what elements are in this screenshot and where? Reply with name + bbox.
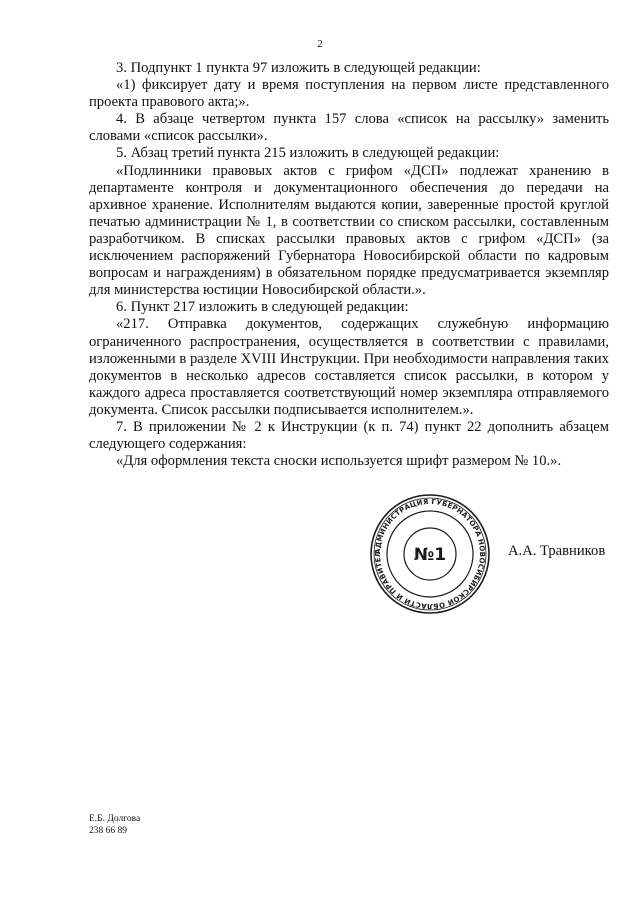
paragraph: 4. В абзаце четвертом пункта 157 слова «список на рассылку» заменить словами «список рассылки».: [89, 111, 609, 145]
executor-phone: 238 66 89: [89, 826, 127, 836]
svg-text:АДМИНИСТРАЦИЯ ГУБЕРНАТОРА НОВО: АДМИНИСТРАЦИЯ ГУБЕРНАТОРА НОВОСИБИРСКОЙ ОБЛАСТИ И ПРАВИТЕЛ: [373, 497, 487, 611]
executor-name: Е.Б. Долгова: [89, 814, 141, 824]
paragraph: 3. Подпункт 1 пункта 97 изложить в следующей редакции:: [116, 60, 481, 76]
official-seal: [368, 492, 492, 616]
footer: [89, 813, 140, 837]
paragraph: «Для оформления текста сноски используется шрифт размером № 10.».: [116, 453, 562, 470]
paragraph: «1) фиксирует дату и время поступления на первом листе представленного проекта правового акта;».: [89, 77, 609, 111]
signatory-name: А.А. Травников: [508, 543, 606, 559]
paragraph: «217. Отправка документов, содержащих служебную информацию ограниченного распространения, осуществляется в соответствии с правилами, изложенными в разделе XVIII Инструкции. При необходимости направления таких документов в несколько адресов составляется список рассылки, в котором у каждого адреса проставляется соответствующий номер экземпляра отправляемого документа. Список рассылки подписывается исполнителем.».: [89, 316, 609, 418]
seal-graphic: [368, 492, 492, 616]
paragraph: 5. Абзац третий пункта 215 изложить в следующей редакции:: [116, 145, 500, 162]
page-number: 2: [317, 38, 323, 50]
paragraph: 6. Пункт 217 изложить в следующей редакции:: [116, 299, 409, 316]
paragraph: «Подлинники правовых актов с грифом «ДСП» подлежат хранению в департаменте контроля и документационного обеспечения до передачи на архивное хранение. Исполнителям выдаются копии, заверенные простой круглой печатью администрации № 1, в соответствии со списком рассылки, составленным разработчиком. В списках рассылки правовых актов с грифом «ДСП» (за исключением распоряжений Губернатора Новосибирской области по кадровым вопросам и награждениям) в обязательном порядке предусматривается экземпляр для министерства юстиции Новосибирской области.».: [89, 162, 609, 299]
paragraph: 7. В приложении № 2 к Инструкции (к п. 74) пункт 22 дополнить абзацем следующего содержания:: [89, 418, 609, 453]
svg-text:№1: №1: [413, 545, 447, 565]
document-body: [89, 60, 609, 470]
